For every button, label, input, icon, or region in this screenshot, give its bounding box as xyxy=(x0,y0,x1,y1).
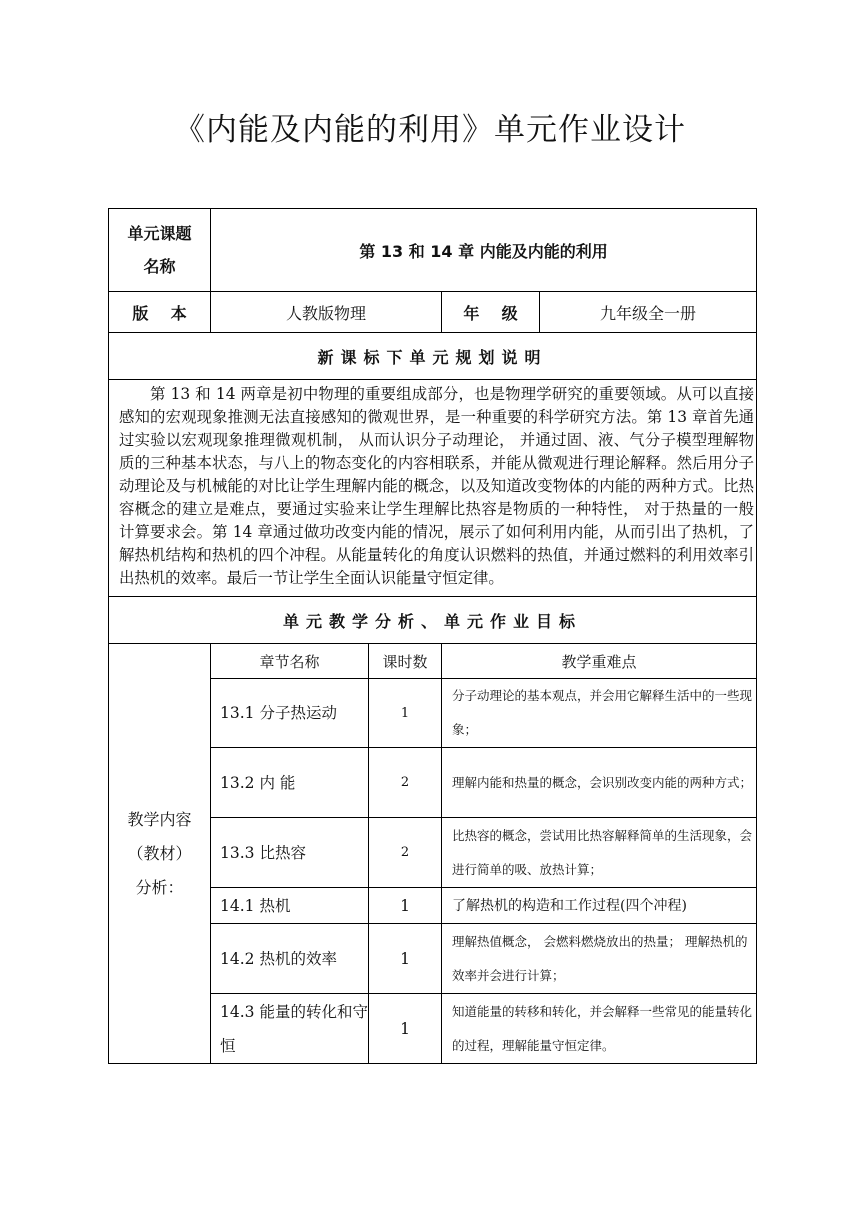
column-header-chapter: 章节名称 xyxy=(211,644,369,679)
column-header-focus: 教学重难点 xyxy=(442,644,757,679)
key-points: 理解热值概念， 会燃料燃烧放出的热量； 理解热机的效率并会进行计算； xyxy=(442,924,757,994)
planning-header: 新课标下单元规划说明 xyxy=(109,333,757,380)
column-header-hours: 课时数 xyxy=(369,644,442,679)
key-points: 了解热机的构造和工作过程(四个冲程) xyxy=(442,888,757,924)
chapter-name: 14.1 热机 xyxy=(211,888,369,924)
analysis-header-row xyxy=(109,597,757,644)
key-points: 分子动理论的基本观点，并会用它解释生活中的一些现象； xyxy=(442,679,757,748)
side-label-line: 教学内容 xyxy=(127,809,192,829)
unit-name-label xyxy=(109,209,211,292)
chapter-name: 14.2 热机的效率 xyxy=(211,924,369,994)
class-hours: 1 xyxy=(369,994,442,1064)
unit-name-label-text: 单元课题名称 xyxy=(127,224,192,276)
unit-name-row xyxy=(109,209,757,292)
chapter-name: 13.1 分子热运动 xyxy=(211,679,369,748)
class-hours: 1 xyxy=(369,924,442,994)
grade-value: 九年级全一册 xyxy=(540,292,757,333)
unit-name-value: 第 13 和 14 章 内能及内能的利用 xyxy=(211,209,757,292)
planning-header-row xyxy=(109,333,757,380)
side-label-line: （教材） xyxy=(127,843,192,863)
key-points: 知道能量的转移和转化，并会解释一些常见的能量转化的过程，理解能量守恒定律。 xyxy=(442,994,757,1064)
edition-label: 版 本 xyxy=(109,292,211,333)
class-hours: 2 xyxy=(369,818,442,888)
planning-text-row xyxy=(109,380,757,597)
document-title: 《内能及内能的利用》单元作业设计 xyxy=(174,112,686,148)
teaching-content-label xyxy=(109,644,211,1064)
planning-paragraph: 第 13 和 14 两章是初中物理的重要组成部分，也是物理学研究的重要领域。从可以直接感知的宏观现象推测无法直接感知的微观世界，是一种重要的科学研究方法。第 13 章首先通过实验以宏观现象推理微观机制， 从而认识分子动理论， 并通过固、液、气分子模型理解物质的三种基本状态，与八上的物态变化的内容相联系，并能从微观进行理论解释。然后用分子动理论及与机械能的对比让学生理解内能的概念，以及知道改变物体的内能的两种方式。比热容概念的建立是难点，要通过实验来让学生理解比热容是物质的一种特性， 对于热量的一般计算要求会。第 14 章通过做功改变内能的情况，展示了如何利用内能，从而引出了热机，了解热机结构和热机的四个冲程。从能量转化的角度认识燃料的热值，并通过燃料的利用效率引出热机的效率。最后一节让学生全面认识能量守恒定律。 xyxy=(109,380,757,597)
key-points: 理解内能和热量的概念，会识别改变内能的两种方式； xyxy=(442,748,757,818)
key-points: 比热容的概念，尝试用比热容解释简单的生活现象，会进行简单的吸、放热计算； xyxy=(442,818,757,888)
side-label-line: 分析： xyxy=(135,877,184,897)
class-hours: 1 xyxy=(369,679,442,748)
chapter-name: 14.3 能量的转化和守恒 xyxy=(211,994,369,1064)
edition-row xyxy=(109,292,757,333)
chapter-name: 13.2 内 能 xyxy=(211,748,369,818)
analysis-columns-row xyxy=(109,644,757,679)
class-hours: 1 xyxy=(369,888,442,924)
chapter-name: 13.3 比热容 xyxy=(211,818,369,888)
class-hours: 2 xyxy=(369,748,442,818)
unit-design-table xyxy=(108,208,757,1064)
analysis-header: 单元教学分析、单元作业目标 xyxy=(109,597,757,644)
grade-label: 年 级 xyxy=(442,292,540,333)
edition-value: 人教版物理 xyxy=(211,292,442,333)
